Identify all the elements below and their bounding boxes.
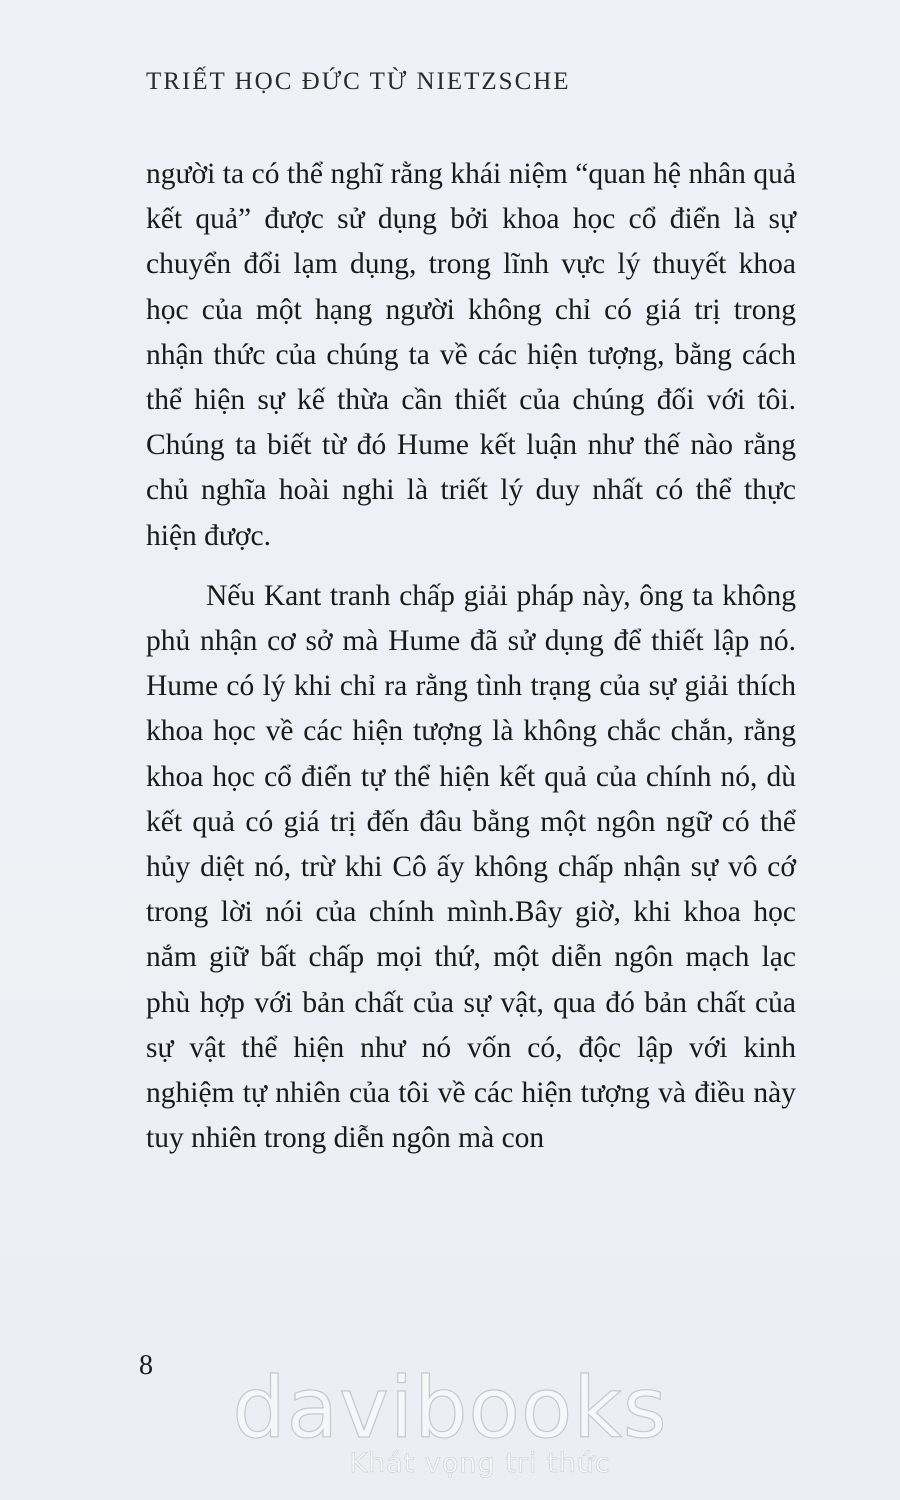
paragraph-2: Nếu Kant tranh chấp giải pháp này, ông ta không phủ nhận cơ sở mà Hume đã sử dụng để thiết lập nó. Hume có lý khi chỉ ra rằng tình trạng của sự giải thích khoa học về các hiện tượng là không chắc chắn, rằng khoa học cổ điển tự thể hiện kết quả của chính nó, dù kết quả có giá trị đến đâu bằng một ngôn ngữ có thể hủy diệt nó, trừ khi Cô ấy không chấp nhận sự vô cớ trong lời nói của chính mình.Bây giờ, khi khoa học nắm giữ bất chấp mọi thứ, một diễn ngôn mạch lạc phù hợp với bản chất của sự vật, qua đó bản chất của sự vật thể hiện như nó vốn có, độc lập với kinh nghiệm tự nhiên của tôi về các hiện tượng và điều này tuy nhiên trong diễn ngôn mà con [146, 579, 796, 1155]
watermark [0, 1359, 900, 1480]
paragraph-1: người ta có thể nghĩ rằng khái niệm “quan hệ nhân quả kết quả” được sử dụng bởi khoa học cổ điển là sự chuyển đổi lạm dụng, trong lĩnh vực lý thuyết khoa học của một hạng người không chỉ có giá trị trong nhận thức của chúng ta về các hiện tượng, bằng cách thể hiện sự kế thừa cần thiết của chúng đối với tôi. Chúng ta biết từ đó Hume kết luận như thế nào rằng chủ nghĩa hoài nghi là triết lý duy nhất có thể thực hiện được. [146, 158, 796, 552]
body-text [146, 152, 796, 1161]
running-header: TRIẾT HỌC ĐỨC TỪ NIETZSCHE [146, 68, 571, 95]
page-number: 8 [139, 1350, 153, 1381]
watermark-brand: davibooks [232, 1359, 668, 1457]
watermark-tagline: Khát vọng tri thức [349, 1448, 611, 1479]
